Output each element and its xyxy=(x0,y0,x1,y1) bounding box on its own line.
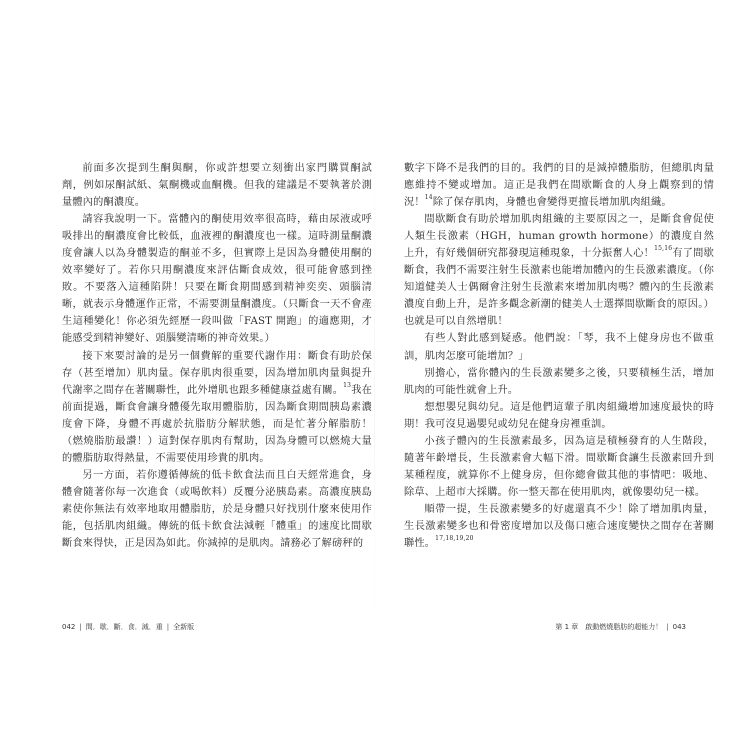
citation: 15,16 xyxy=(654,245,673,253)
edition-label: 全新版 xyxy=(173,623,195,631)
paragraph: 另一方面，若你遵循傳統的低卡飲食法而且白天經常進食，身體會隨著你每一次進食（或喝飲料）反覆分泌胰島素。高濃度胰島素使你無法有效率地取用體脂肪，於是身體只好找別什麼來使用作能，包括肌肉組織。傳統的低卡飲食法減輕「體重」的速度比間歇斷食來得快，正是因為如此。你減掉的是肌肉。請務必了解磅秤的 xyxy=(62,469,372,550)
right-page xyxy=(404,160,714,552)
paragraph: 間歇斷食有助於增加肌肉組織的主要原因之一，是斷食會促使人類生長激素（HGH，human growth hormone）的濃度自然上升，有好幾個研究都發現這種現象，十分振奮人心！$^{15,16}$有了間歇斷食，我們不需要注射生長激素也能增加體內的生長激素濃度。（你知道健美人士偶爾會注射生長激素來增加肌肉嗎？體內的生長激素濃度自動上升，是許多觀念新潮的健美人士選擇間歇斷食的原因。）也就是可以自然增肌！ xyxy=(404,214,714,328)
paragraph: 接下來要討論的是另一個費解的重要代謝作用：斷食有助於保存（甚至增加）肌肉量。保存肌肉很重要，因為增加肌肉量與提升代謝率之間存在著關聯性，此外增肌也跟多種健康益處有關。$^{13}$我在前面提過，斷食會讓身體優先取用體脂肪，因為斷食期間胰島素濃度會下降，身體不再處於抗脂肪分解狀態，而是忙著分解脂肪！（燃燒脂肪最讚！）這對保存肌肉有幫助，因為身體可以燃燒大量的體脂肪取得熱量，不需要使用珍貴的肌肉。 xyxy=(62,350,372,464)
book-title: 間．歇．斷．食．減．重 xyxy=(85,623,163,631)
paragraph: 小孩子體內的生長激素最多，因為這是積極發育的人生階段，隨著年齡增長，生長激素會大幅下滑。間歇斷食讓生長激素回升到某種程度，就算你不上健身房，但你總會做其他的事情吧：吸地、除草、上超市大採購。你一整天都在使用肌肉，就像嬰幼兒一樣。 xyxy=(404,435,714,498)
footer-divider: | xyxy=(166,623,170,631)
paragraph: 想想嬰兒與幼兒。這是他們這輩子肌肉組織增加速度最快的時期！我可沒見過嬰兒或幼兒在健身房裡重訓。 xyxy=(404,401,714,430)
chapter-title: 第 1 章 啟動燃燒脂肪的超能力！ xyxy=(555,623,663,631)
footer-divider: | xyxy=(666,623,669,631)
paragraph: 數字下降不是我們的目的。我們的目的是減掉體脂肪，但總肌肉量應維持不變或增加。這正是我們在間歇斷食的人身上觀察到的情況！$^{14}$除了保存肌肉，身體也會變得更擅長增加肌肉組織。 xyxy=(404,163,714,209)
paragraph: 前面多次提到生酮與酮，你或許想要立刻衝出家門購買酮試劑，例如尿酮試紙、氣酮機或血酮機。但我的建議是不要執著於測量體內的酮濃度。 xyxy=(62,163,372,209)
page-number: 042 xyxy=(62,623,76,631)
right-footer xyxy=(555,622,686,632)
page-gutter xyxy=(374,130,375,650)
page-number: 043 xyxy=(672,623,686,631)
footer-divider: | xyxy=(79,623,82,631)
left-footer xyxy=(62,622,194,632)
paragraph: 有些人對此感到疑惑。他們說：「琴，我不上健身房也不做重訓，肌肉怎麼可能增加？」 xyxy=(404,333,714,362)
paragraph: 別擔心，當你體內的生長激素變多之後，只要積極生活，增加肌肉的可能性就會上升。 xyxy=(404,367,714,396)
left-page xyxy=(62,160,372,552)
citation: 13 xyxy=(343,381,352,389)
paragraph: 請容我說明一下。當體內的酮使用效率很高時，藉由尿液或呼吸排出的酮濃度會比較低，血液裡的酮濃度也一樣。這時測量酮濃度會讓人以為身體製造的酮並不多，但實際上是因為身體使用酮的效率變好了。若你只用酮濃度來評估斷食成效，很可能會感到挫敗。不要落入這種陷阱！只要在斷食期間感到精神奕奕、頭腦清晰，就表示身體運作正常，不需要測量酮濃度。（只斷食一天不會產生這種變化！你必須先經歷一段叫做「FAST 開跑」的適應期，才能感受到精神變好、頭腦變清晰的神奇效果。） xyxy=(62,214,372,345)
citation: 17,18,19,20 xyxy=(435,535,474,543)
paragraph: 順帶一提，生長激素變多的好處還真不少！除了增加肌肉量，生長激素變多也和骨密度增加以及傷口癒合速度變快之間存在著關聯性。$^{17,18,19,20}$ xyxy=(404,503,714,550)
citation: 14 xyxy=(424,194,433,202)
